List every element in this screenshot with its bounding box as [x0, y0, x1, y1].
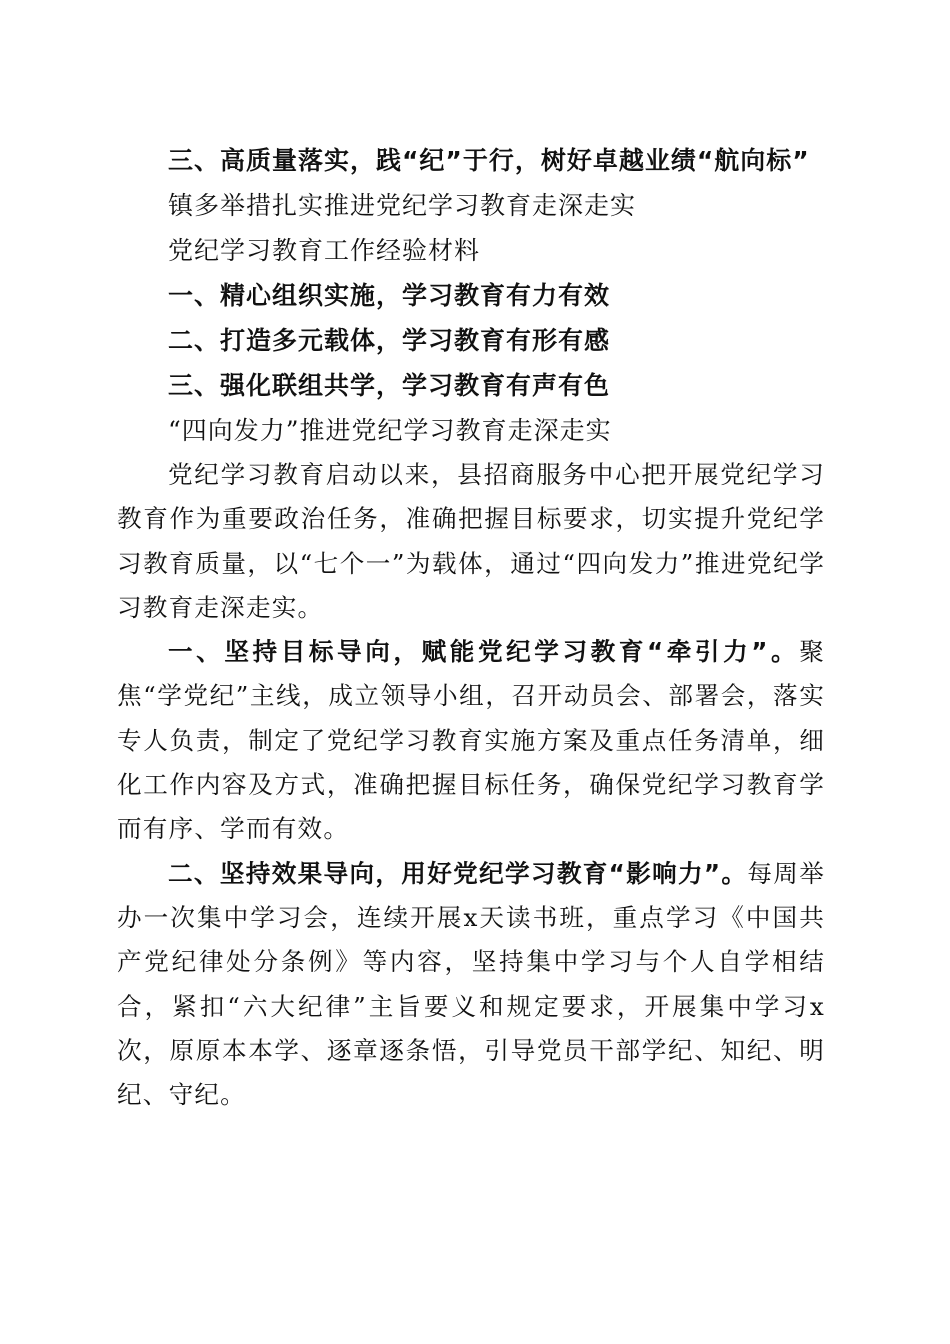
- point-paragraph-1: [117, 630, 825, 851]
- article-title-2: “四向发力”推进党纪学习教育走深走实: [168, 416, 612, 445]
- intro-paragraph: 党纪学习教育启动以来，县招商服务中心把开展党纪学习教育作为重要政治任务，准确把握目标要求，切实提升党纪学习教育质量，以“七个一”为载体，通过“四向发力”推进党纪学习教育走深走实。: [117, 460, 825, 622]
- outline-item-1: 一、精心组织实施，学习教育有力有效: [168, 281, 611, 310]
- point-2-lead: 二、坚持效果导向，用好党纪学习教育“影响力”。: [168, 858, 748, 888]
- outline-item-2: 二、打造多元载体，学习教育有形有感: [168, 326, 611, 355]
- article-title: 镇多举措扎实推进党纪学习教育走深走实: [168, 191, 637, 220]
- document-page: [117, 138, 825, 1117]
- point-1-lead: 一、坚持目标导向，赋能党纪学习教育“牵引力”。: [168, 637, 800, 667]
- section-heading: 三、高质量落实，践“纪”于行，树好卓越业绩“航向标”: [168, 146, 810, 175]
- outline-item-3: 三、强化联组共学，学习教育有声有色: [168, 371, 611, 400]
- point-2-body: 每周举办一次集中学习会，连续开展x天读书班，重点学习《中国共产党纪律处分条例》等内容，坚持集中学习与个人自学相结合，紧扣“六大纪律”主旨要义和规定要求，开展集中学习x次，原原本本学、逐章逐条悟，引导党员干部学纪、知纪、明纪、守纪。: [117, 858, 825, 1110]
- article-subtitle: 党纪学习教育工作经验材料: [168, 236, 481, 265]
- point-paragraph-2: [117, 852, 825, 1118]
- point-1-body: 聚焦“学党纪”主线，成立领导小组，召开动员会、部署会，落实专人负责，制定了党纪学习教育实施方案及重点任务清单，细化工作内容及方式，准确把握目标任务，确保党纪学习教育学而有序、学而有效。: [117, 637, 825, 844]
